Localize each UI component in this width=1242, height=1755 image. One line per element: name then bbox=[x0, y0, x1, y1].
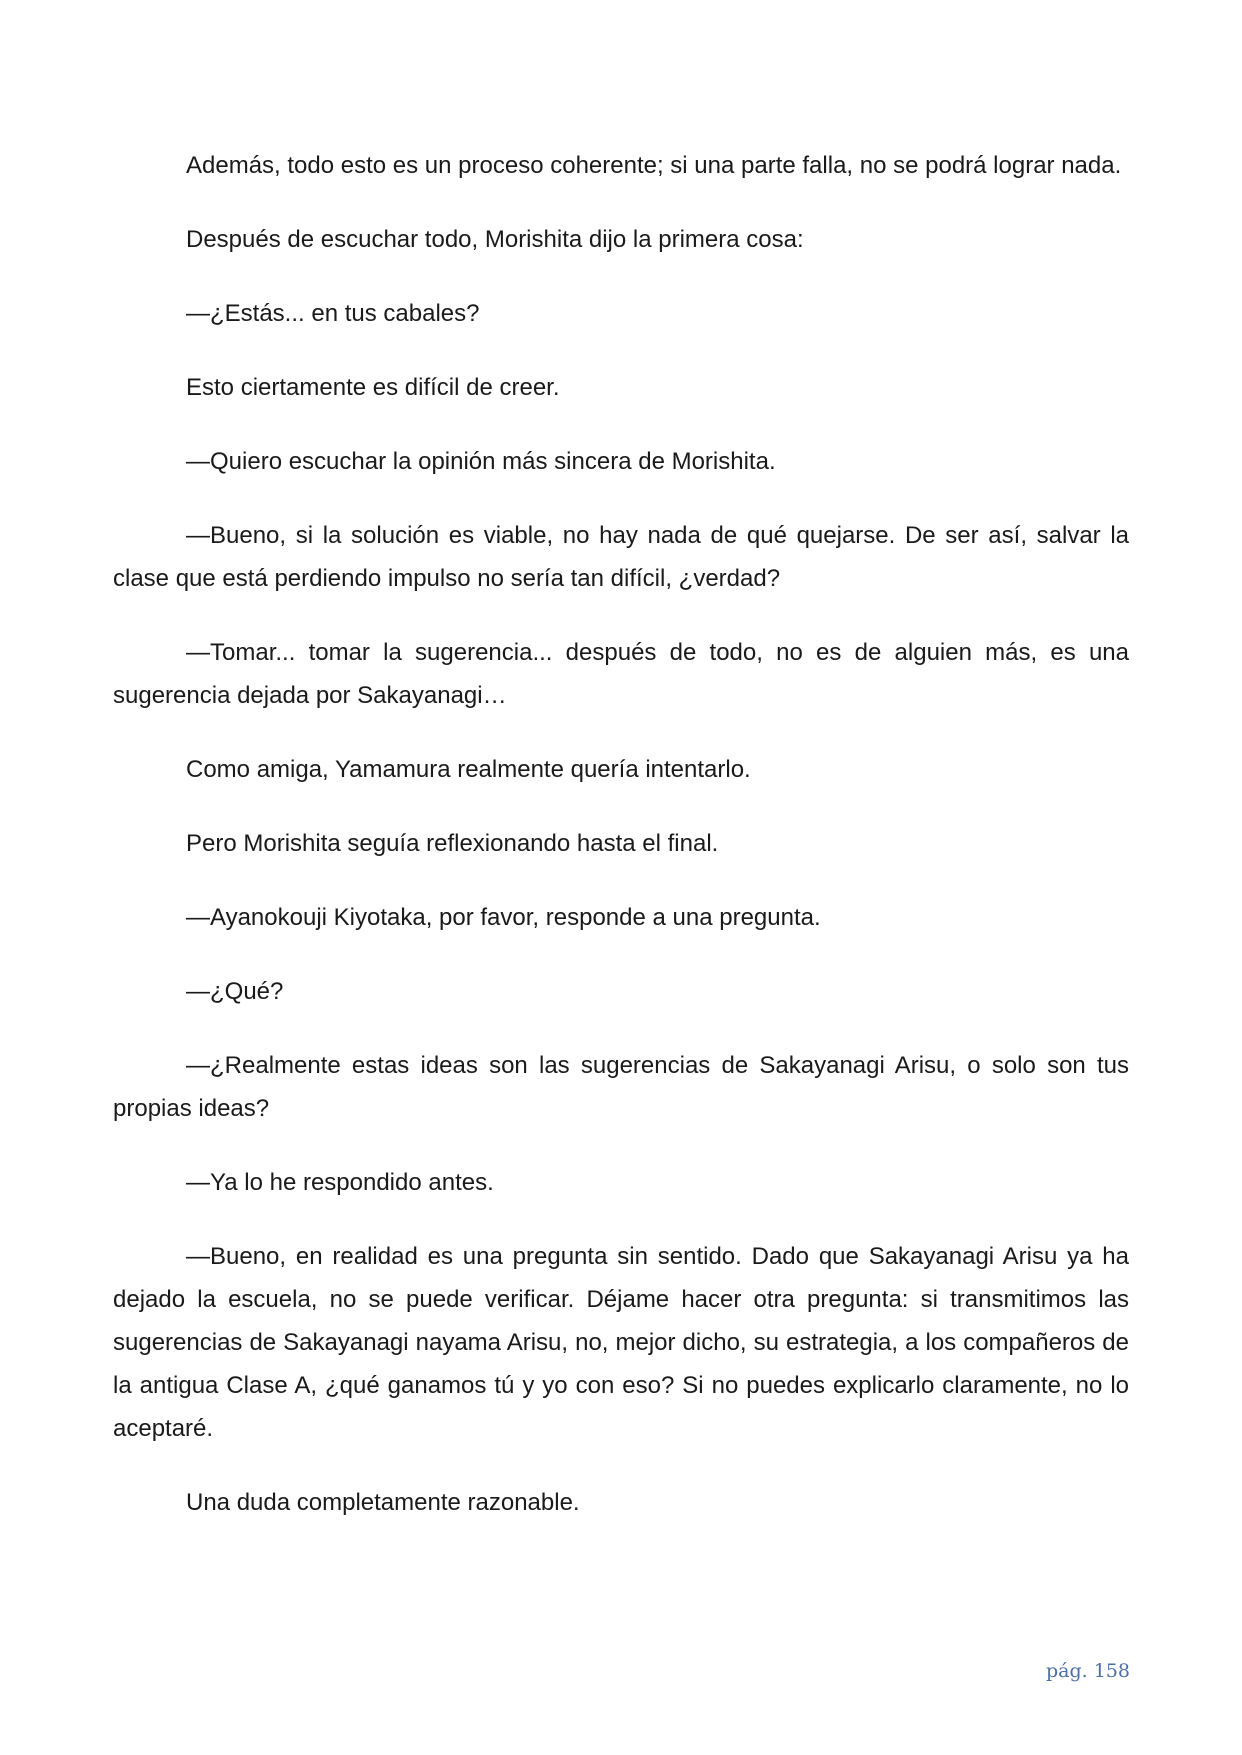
page-number: pág. 158 bbox=[1046, 1660, 1130, 1682]
body-text bbox=[113, 144, 1129, 1555]
paragraph: —Tomar... tomar la sugerencia... después de todo, no es de alguien más, es una sugerencia dejada por Sakayanagi… bbox=[113, 639, 1129, 709]
paragraph: —¿Estás... en tus cabales? bbox=[186, 300, 480, 327]
paragraph: —Bueno, en realidad es una pregunta sin sentido. Dado que Sakayanagi Arisu ya ha dejado la escuela, no se puede verificar. Déjame hacer otra pregunta: si transmitimos las sugerencias de Sakayanagi nayama Arisu, no, mejor dicho, su estrategia, a los compañeros de la antigua Clase A, ¿qué ganamos tú y yo con eso? Si no puedes explicarlo claramente, no lo aceptaré. bbox=[113, 1243, 1129, 1442]
paragraph: Como amiga, Yamamura realmente quería intentarlo. bbox=[186, 756, 751, 783]
paragraph: —¿Realmente estas ideas son las sugerencias de Sakayanagi Arisu, o solo son tus propias ideas? bbox=[113, 1052, 1129, 1122]
paragraph: —Ya lo he respondido antes. bbox=[186, 1169, 494, 1196]
paragraph: Esto ciertamente es difícil de creer. bbox=[186, 374, 560, 401]
paragraph: Después de escuchar todo, Morishita dijo la primera cosa: bbox=[186, 226, 804, 253]
paragraph: —Quiero escuchar la opinión más sincera de Morishita. bbox=[186, 448, 776, 475]
paragraph: —Bueno, si la solución es viable, no hay nada de qué quejarse. De ser así, salvar la clase que está perdiendo impulso no sería tan difícil, ¿verdad? bbox=[113, 522, 1129, 592]
paragraph: —¿Qué? bbox=[186, 978, 284, 1005]
paragraph: Una duda completamente razonable. bbox=[186, 1489, 580, 1516]
paragraph: Pero Morishita seguía reflexionando hasta el final. bbox=[186, 830, 719, 857]
paragraph: Además, todo esto es un proceso coherente; si una parte falla, no se podrá lograr nada. bbox=[186, 152, 1122, 179]
paragraph: —Ayanokouji Kiyotaka, por favor, responde a una pregunta. bbox=[186, 904, 821, 931]
